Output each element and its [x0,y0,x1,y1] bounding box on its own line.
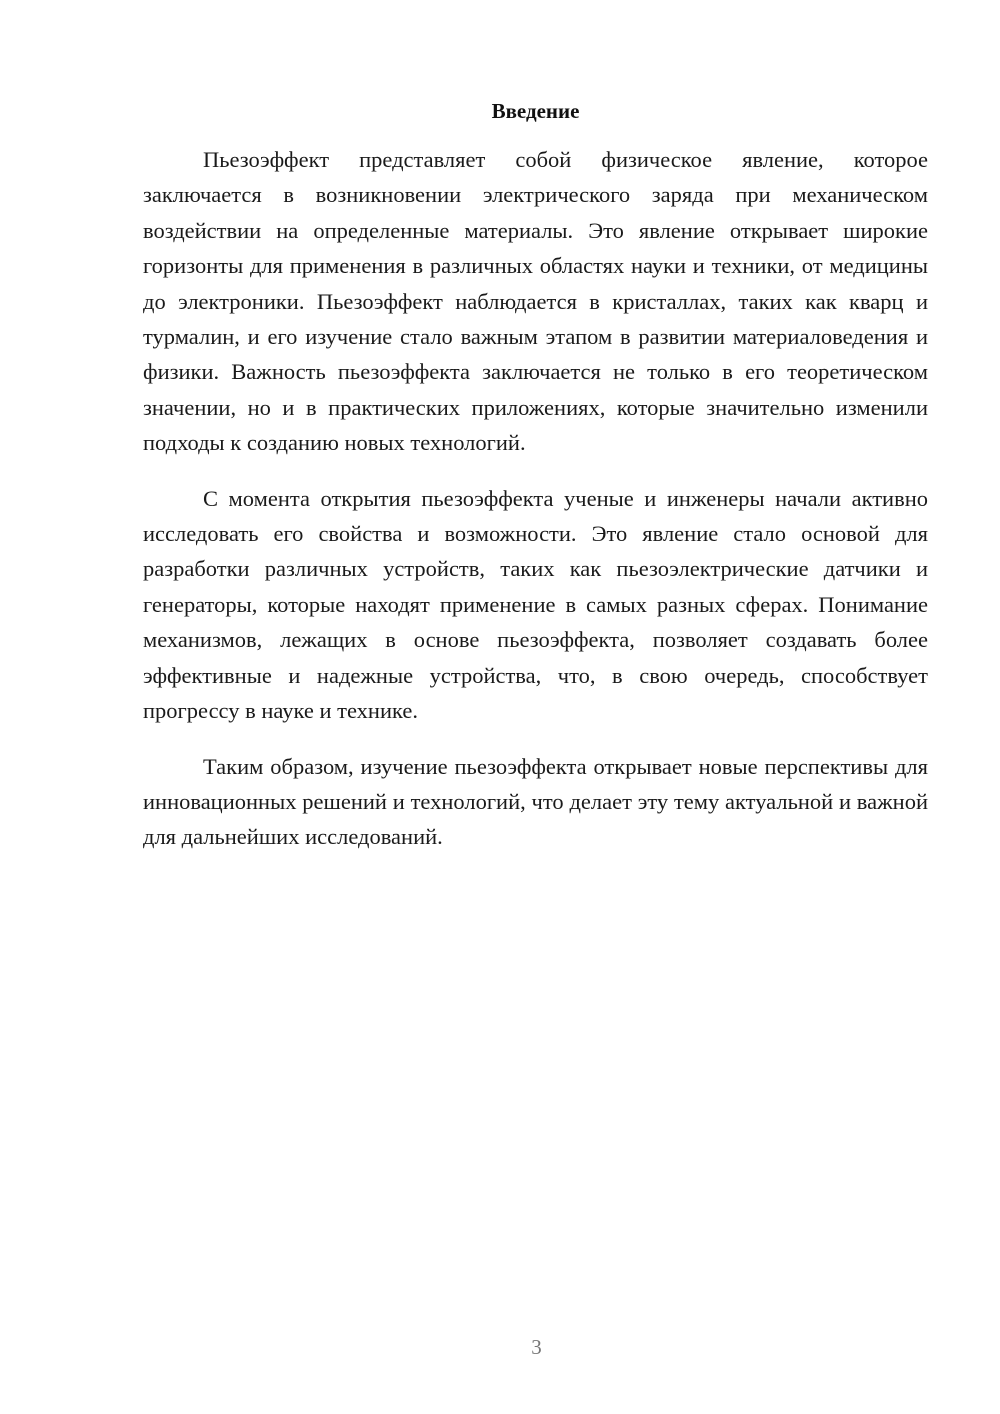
paragraph-2: С момента открытия пьезоэффекта ученые и инженеры начали активно исследовать его свойства и возможности. Это явление стало основой для разработки различных устройств, таких как пьезоэлектрические датчики и генераторы, которые находят применение в самых разных сферах. Понимание механизмов, лежащих в основе пьезоэффекта, позволяет создавать более эффективные и надежные устройства, что, в свою очередь, способствует прогрессу в науке и технике. [143,485,928,724]
body-text [143,142,928,875]
section-heading: Введение [491,99,580,123]
paragraph-1: Пьезоэффект представляет собой физическое явление, которое заключается в возникновении электрического заряда при механическом воздействии на определенные материалы. Это явление открывает широкие горизонты для применения в различных областях науки и техники, от медицины до электроники. Пьезоэффект наблюдается в кристаллах, таких как кварц и турмалин, и его изучение стало важным этапом в развитии материаловедения и физики. Важность пьезоэффекта заключается не только в его теоретическом значении, но и в практических приложениях, которые значительно изменили подходы к созданию новых технологий. [143,147,928,456]
page-number: 3 [531,1335,542,1359]
paragraph-3: Таким образом, изучение пьезоэффекта открывает новые перспективы для инновационных решений и технологий, что делает эту тему актуальной и важной для дальнейших исследований. [143,753,928,850]
